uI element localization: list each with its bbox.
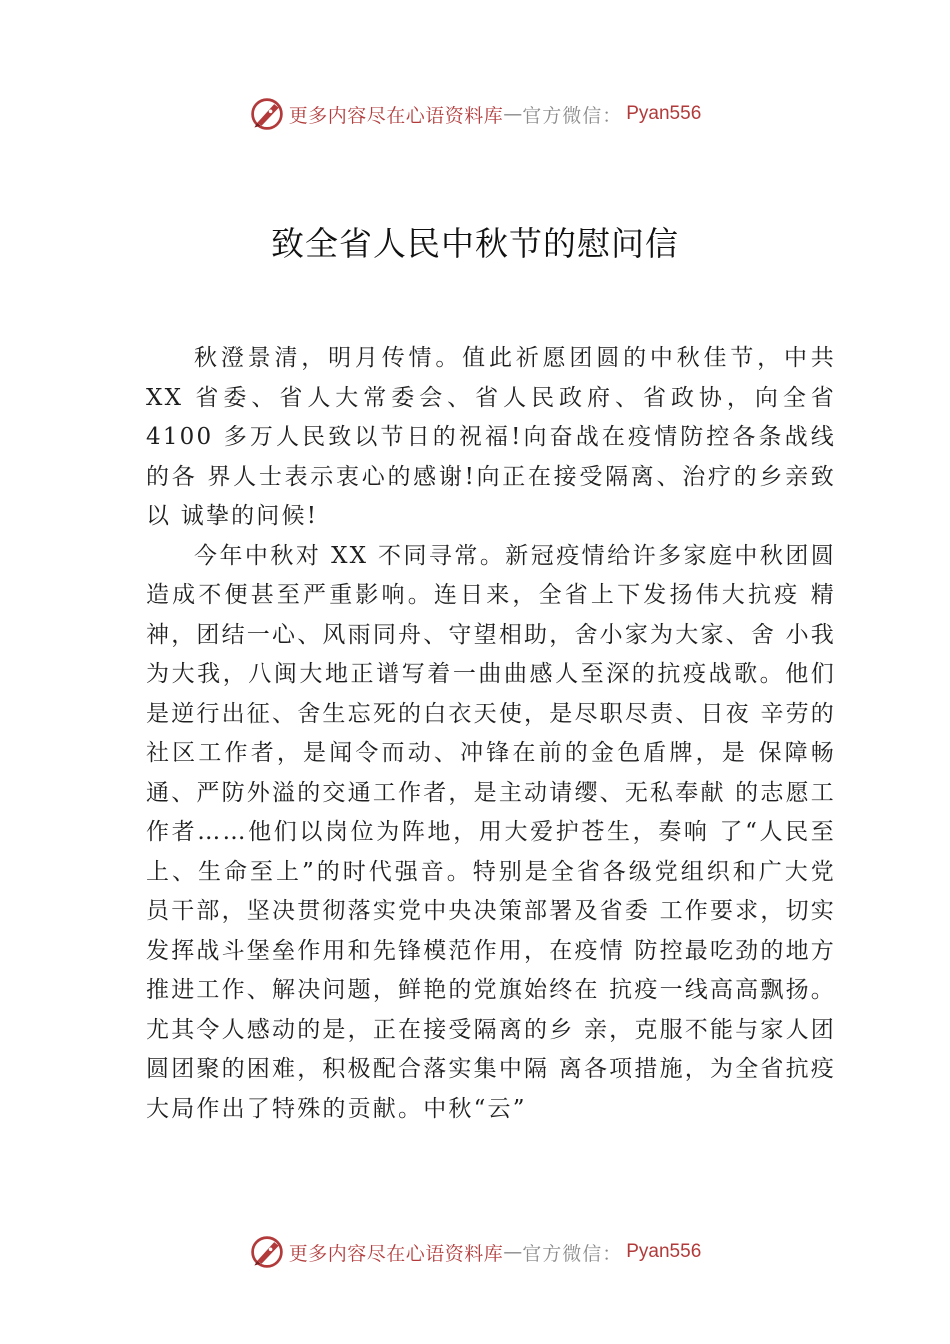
pen-logo-icon (249, 1234, 285, 1270)
footer-brand-text: 更多内容尽在心语资料库 (288, 1242, 504, 1265)
header-dash: — (503, 103, 523, 125)
header-wechat-id: Pyan556 (626, 103, 702, 124)
header-brand-text: 更多内容尽在心语资料库 (288, 104, 504, 127)
header-wechat-label: 官方微信： (522, 104, 623, 127)
document-body (146, 339, 836, 1129)
footer-wechat-label: 官方微信： (522, 1242, 623, 1265)
footer-dash: — (503, 1241, 523, 1263)
paragraph-1: 秋澄景清，明月传情。值此祈愿团圆的中秋佳节，中共 XX 省委、省人大常委会、省人民政府、省政协，向全省 4100 多万人民致以节日的祝福!向奋战在疫情防控各条战线的各 界人士表示衷心的感谢!向正在接受隔离、治疗的乡亲致以 诚挚的问候! (146, 345, 836, 529)
footer-wechat-id: Pyan556 (626, 1241, 702, 1262)
pen-logo-icon (249, 96, 285, 132)
header-watermark (0, 92, 950, 136)
footer-watermark (0, 1230, 950, 1274)
document-title: 致全省人民中秋节的慰问信 (271, 224, 679, 263)
paragraph-2: 今年中秋对 XX 不同寻常。新冠疫情给许多家庭中秋团圆造成不便甚至严重影响。连日来，全省上下发扬伟大抗疫 精神，团结一心、风雨同舟、守望相助，舍小家为大家、舍 小我为大我，八闽大地正谱写着一曲曲感人至深的抗疫战歌。他们是逆行出征、舍生忘死的白衣天使，是尽职尽责、日夜 辛劳的社区工作者，是闻令而动、冲锋在前的金色盾牌，是 保障畅通、严防外溢的交通工作者，是主动请缨、无私奉献 的志愿工作者……他们以岗位为阵地，用大爱护苍生，奏响 了“人民至上、生命至上”的时代强音。特别是全省各级党组织和广大党员干部，坚决贯彻落实党中央决策部署及省委 工作要求，切实发挥战斗堡垒作用和先锋模范作用，在疫情 防控最吃劲的地方推进工作、解决问题，鲜艳的党旗始终在 抗疫一线高高飘扬。尤其令人感动的是，正在接受隔离的乡 亲，克服不能与家人团圆团聚的困难，积极配合落实集中隔 离各项措施，为全省抗疫大局作出了特殊的贡献。中秋“云” (146, 542, 836, 1122)
